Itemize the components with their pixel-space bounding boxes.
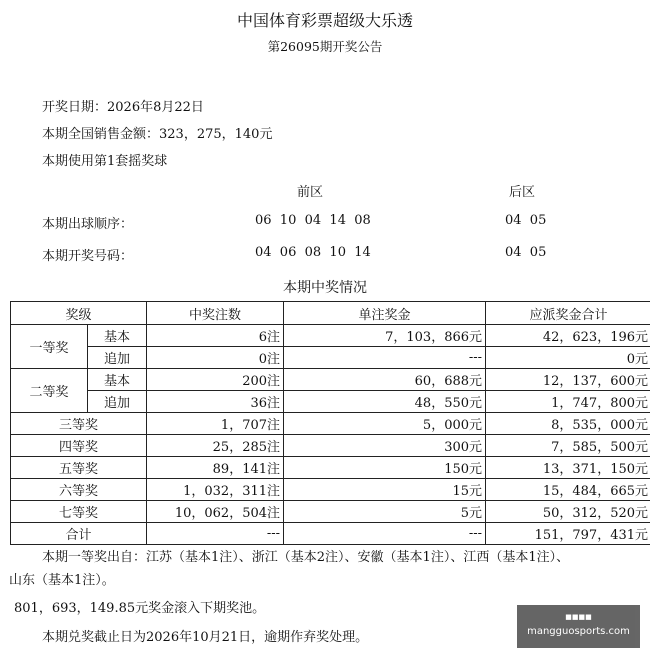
total-cell: 42，623，196元 [486, 325, 650, 347]
table-row [11, 391, 650, 413]
winning-front-numbers: 04 06 08 10 14 [255, 245, 371, 260]
prize-cell: --- [284, 347, 486, 369]
section-title: 本期中奖情况 [283, 280, 367, 296]
ball-set: 本期使用第1套摇奖球 [42, 154, 168, 169]
prize-cell: 150元 [284, 457, 486, 479]
total-cell: 7，585，500元 [486, 435, 650, 457]
order-back-numbers: 04 05 [505, 213, 547, 228]
prize-cell: 15元 [284, 479, 486, 501]
total-cell: 151，797，431元 [486, 523, 650, 545]
count-cell: 1，707注 [147, 413, 284, 435]
prize-cell: 48，550元 [284, 391, 486, 413]
total-cell: 8，535，000元 [486, 413, 650, 435]
table-row [11, 325, 650, 347]
level-cell: 六等奖 [11, 479, 147, 501]
table-row [11, 369, 650, 391]
count-cell: 25，285注 [147, 435, 284, 457]
watermark [517, 605, 640, 648]
total-cell: 1，747，800元 [486, 391, 650, 413]
winning-label: 本期开奖号码： [42, 249, 134, 264]
table-row [11, 413, 650, 435]
prize-cell: --- [284, 523, 486, 545]
sum-label: 合计 [11, 523, 147, 545]
count-cell: 200注 [147, 369, 284, 391]
table-row [11, 347, 650, 369]
sales-amount: 本期全国销售金额：323，275，140元 [42, 127, 273, 142]
total-cell: 13，371，150元 [486, 457, 650, 479]
count-cell: 10，062，504注 [147, 501, 284, 523]
watermark-url: mangguosports.com [527, 626, 630, 637]
claim-deadline: 本期兑奖截止日为2026年10月21日，逾期作弃奖处理。 [42, 630, 369, 645]
level-cell: 七等奖 [11, 501, 147, 523]
count-cell: --- [147, 523, 284, 545]
table-sum-row [11, 523, 650, 545]
table-row [11, 479, 650, 501]
header-total: 应派奖金合计 [486, 302, 650, 325]
prize-table [10, 301, 650, 545]
header-level: 奖级 [11, 302, 147, 325]
header-prize: 单注奖金 [284, 302, 486, 325]
page-subtitle: 第26095期开奖公告 [267, 39, 383, 54]
table-row [11, 501, 650, 523]
prize-cell: 7，103，866元 [284, 325, 486, 347]
total-cell: 50，312，520元 [486, 501, 650, 523]
count-cell: 36注 [147, 391, 284, 413]
level-cell: 五等奖 [11, 457, 147, 479]
header-count: 中奖注数 [147, 302, 284, 325]
total-cell: 0元 [486, 347, 650, 369]
level-cell: 三等奖 [11, 413, 147, 435]
level-cell: 四等奖 [11, 435, 147, 457]
type-cell: 基本 [88, 369, 147, 391]
type-cell: 追加 [88, 391, 147, 413]
prize-cell: 5元 [284, 501, 486, 523]
winning-back-numbers: 04 05 [505, 245, 547, 260]
total-cell: 12，137，600元 [486, 369, 650, 391]
back-area-label: 后区 [509, 185, 536, 200]
first-prize-origin-line1: 本期一等奖出自：江苏（基本1注）、浙江（基本2注）、安徽（基本1注）、江西（基本1注）、 [42, 550, 570, 565]
front-area-label: 前区 [297, 185, 324, 200]
type-cell: 基本 [88, 325, 147, 347]
first-prize-origin-line2: 山东（基本1注）。 [9, 573, 115, 588]
order-label: 本期出球顺序： [42, 217, 134, 232]
type-cell: 追加 [88, 347, 147, 369]
count-cell: 0注 [147, 347, 284, 369]
count-cell: 1，032，311注 [147, 479, 284, 501]
total-cell: 15，484，665元 [486, 479, 650, 501]
prize-cell: 300元 [284, 435, 486, 457]
pool-rollover: 801，693，149.85元奖金滚入下期奖池。 [14, 601, 266, 616]
count-cell: 6注 [147, 325, 284, 347]
count-cell: 89，141注 [147, 457, 284, 479]
table-header-row [11, 302, 650, 325]
order-front-numbers: 06 10 04 14 08 [255, 213, 371, 228]
prize-cell: 60，688元 [284, 369, 486, 391]
table-row [11, 457, 650, 479]
watermark-top: ■■■■ [565, 613, 592, 621]
draw-date: 开奖日期：2026年8月22日 [42, 100, 204, 115]
second-prize-label: 二等奖 [11, 369, 88, 413]
table-row [11, 435, 650, 457]
first-prize-label: 一等奖 [11, 325, 88, 369]
prize-cell: 5，000元 [284, 413, 486, 435]
page-title: 中国体育彩票超级大乐透 [236, 11, 413, 30]
